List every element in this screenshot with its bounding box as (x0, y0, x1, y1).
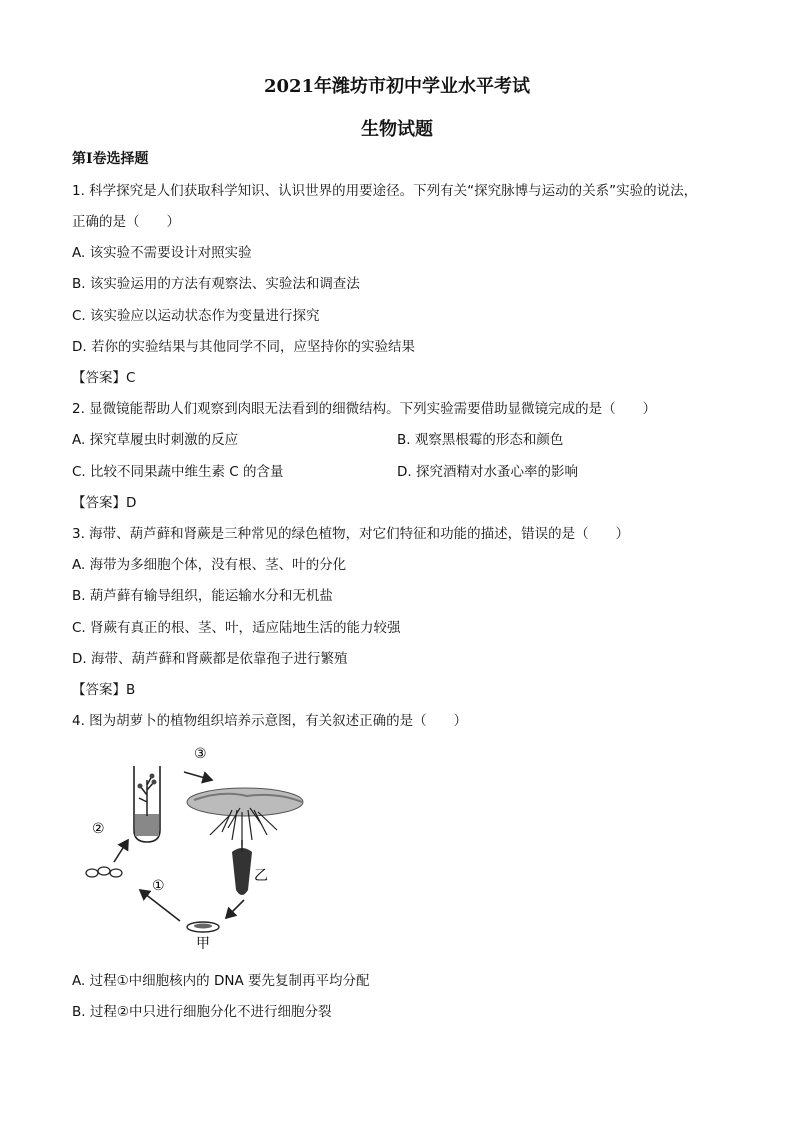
q1-option-b: B. 该实验运用的方法有观察法、实验法和调查法 (72, 276, 360, 292)
label-step1: ① (152, 878, 165, 894)
carrot-plant (187, 788, 303, 895)
q2-option-d: D. 探究酒精对水蚤心率的影响 (397, 464, 578, 480)
q3-option-c: C. 肾蕨有真正的根、茎、叶，适应陆地生活的能力较强 (72, 620, 401, 636)
q3-answer (72, 681, 135, 699)
q1-option-a: A. 该实验不需要设计对照实验 (72, 245, 252, 261)
q4-stem: 4. 图为胡萝卜的植物组织培养示意图，有关叙述正确的是（ ） (72, 713, 468, 729)
arrow-step2 (114, 840, 128, 862)
tissue-culture-figure (82, 740, 312, 955)
label-step3: ③ (194, 746, 207, 762)
arrow-step1 (140, 890, 180, 921)
petri-dish (187, 922, 219, 932)
q3-stem: 3. 海带、葫芦藓和肾蕨是三种常见的绿色植物，对它们特征和功能的描述，错误的是（ ） (72, 526, 630, 542)
q1-stem-line1: 1. 科学探究是人们获取科学知识、认识世界的用要途径。下列有关“探究脉博与运动的关系”实验的说法， (72, 183, 698, 199)
answer-value: D (126, 495, 137, 511)
label-yi: 乙 (254, 868, 268, 884)
label-step2: ② (92, 821, 105, 837)
arrow-step3 (184, 772, 212, 780)
q3-option-a: A. 海带为多细胞个体，没有根、茎、叶的分化 (72, 557, 347, 573)
q3-option-d: D. 海带、葫芦藓和肾蕨都是依靠孢子进行繁殖 (72, 651, 348, 667)
answer-label: 【答案】 (72, 682, 126, 698)
q1-option-c: C. 该实验应以运动状态作为变量进行探究 (72, 308, 320, 324)
exam-subtitle: 生物试题 (361, 119, 433, 140)
test-tube (134, 766, 160, 842)
answer-value: C (126, 370, 136, 386)
q2-answer (72, 494, 136, 512)
q2-option-a: A. 探究草履虫时刺激的反应 (72, 432, 239, 448)
answer-label: 【答案】 (72, 495, 126, 511)
q2-option-b: B. 观察黑根霉的形态和颜色 (397, 432, 564, 448)
q2-option-c: C. 比较不同果蔬中维生素 C 的含量 (72, 464, 284, 480)
section-title: 第I卷选择题 (72, 151, 149, 167)
answer-label: 【答案】 (72, 370, 126, 386)
q1-option-d: D. 若你的实验结果与其他同学不同，应坚持你的实验结果 (72, 339, 415, 355)
exam-title: 2021年潍坊市初中学业水平考试 (263, 76, 531, 97)
q1-answer (72, 369, 135, 387)
answer-value: B (126, 682, 136, 698)
cell-cluster (86, 867, 122, 877)
q4-option-a: A. 过程①中细胞核内的 DNA 要先复制再平均分配 (72, 973, 370, 989)
arrow-plant-to-dish (226, 900, 244, 918)
q3-option-b: B. 葫芦藓有输导组织，能运输水分和无机盐 (72, 588, 333, 604)
q2-stem: 2. 显微镜能帮助人们观察到肉眼无法看到的细微结构。下列实验需要借助显微镜完成的是（ ） (72, 401, 657, 417)
label-jia: 甲 (196, 936, 210, 952)
q4-option-b: B. 过程②中只进行细胞分化不进行细胞分裂 (72, 1004, 332, 1020)
q1-stem-line2: 正确的是（ ） (72, 214, 180, 230)
